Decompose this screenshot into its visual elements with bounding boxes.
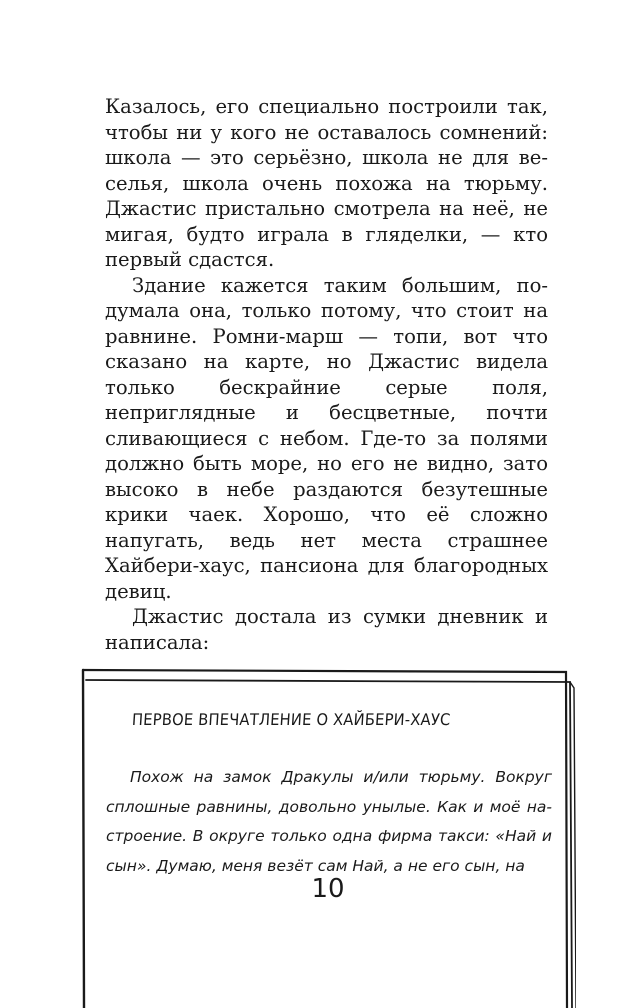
paragraph-1: Казалось, его специально построили так, чтобы ни у кого не оставалось сомнений: школа — это серьёзно, школа не для веселья, школа очень похожа на тюрьму. Джастис пристально смотрела на неё, не мигая, будто играла в гляделки, — кто первый сдастся.	[105, 95, 548, 271]
paragraph-3: Джастис достала из сумки дневник и написала:	[105, 605, 548, 654]
paragraph-2: Здание кажется таким большим, подумала она, только потому, что стоит на равнине. Ромни-марш — топи, вот что сказано на карте, но Джастис видела только бескрайние серые поля, неприглядные и бесцветные, почти сливающиеся с небом. Где-то за полями должно быть море, но его не видно, зато высоко в небе раздаются безутешные крики чаек. Хорошо, что её сложно напугать, ведь нет места страшнее Хайбери-хаус, пансиона для благородных девиц.	[105, 273, 548, 603]
main-text	[105, 94, 548, 655]
page-number: 10	[311, 874, 345, 904]
journal-title: ПЕРВОЕ ВПЕЧАТЛЕНИЕ О ХАЙБЕРИ-ХАУС	[131, 710, 452, 729]
journal-body: Похож на замок Дракулы и/или тюрьму. Вокруг сплошные равнины, довольно унылые. Как и моё настроение. В округе только одна фирма такси: «Най и сын». Думаю, меня везёт сам Най, а не его сын, на	[106, 768, 552, 875]
journal-note	[80, 668, 576, 1008]
